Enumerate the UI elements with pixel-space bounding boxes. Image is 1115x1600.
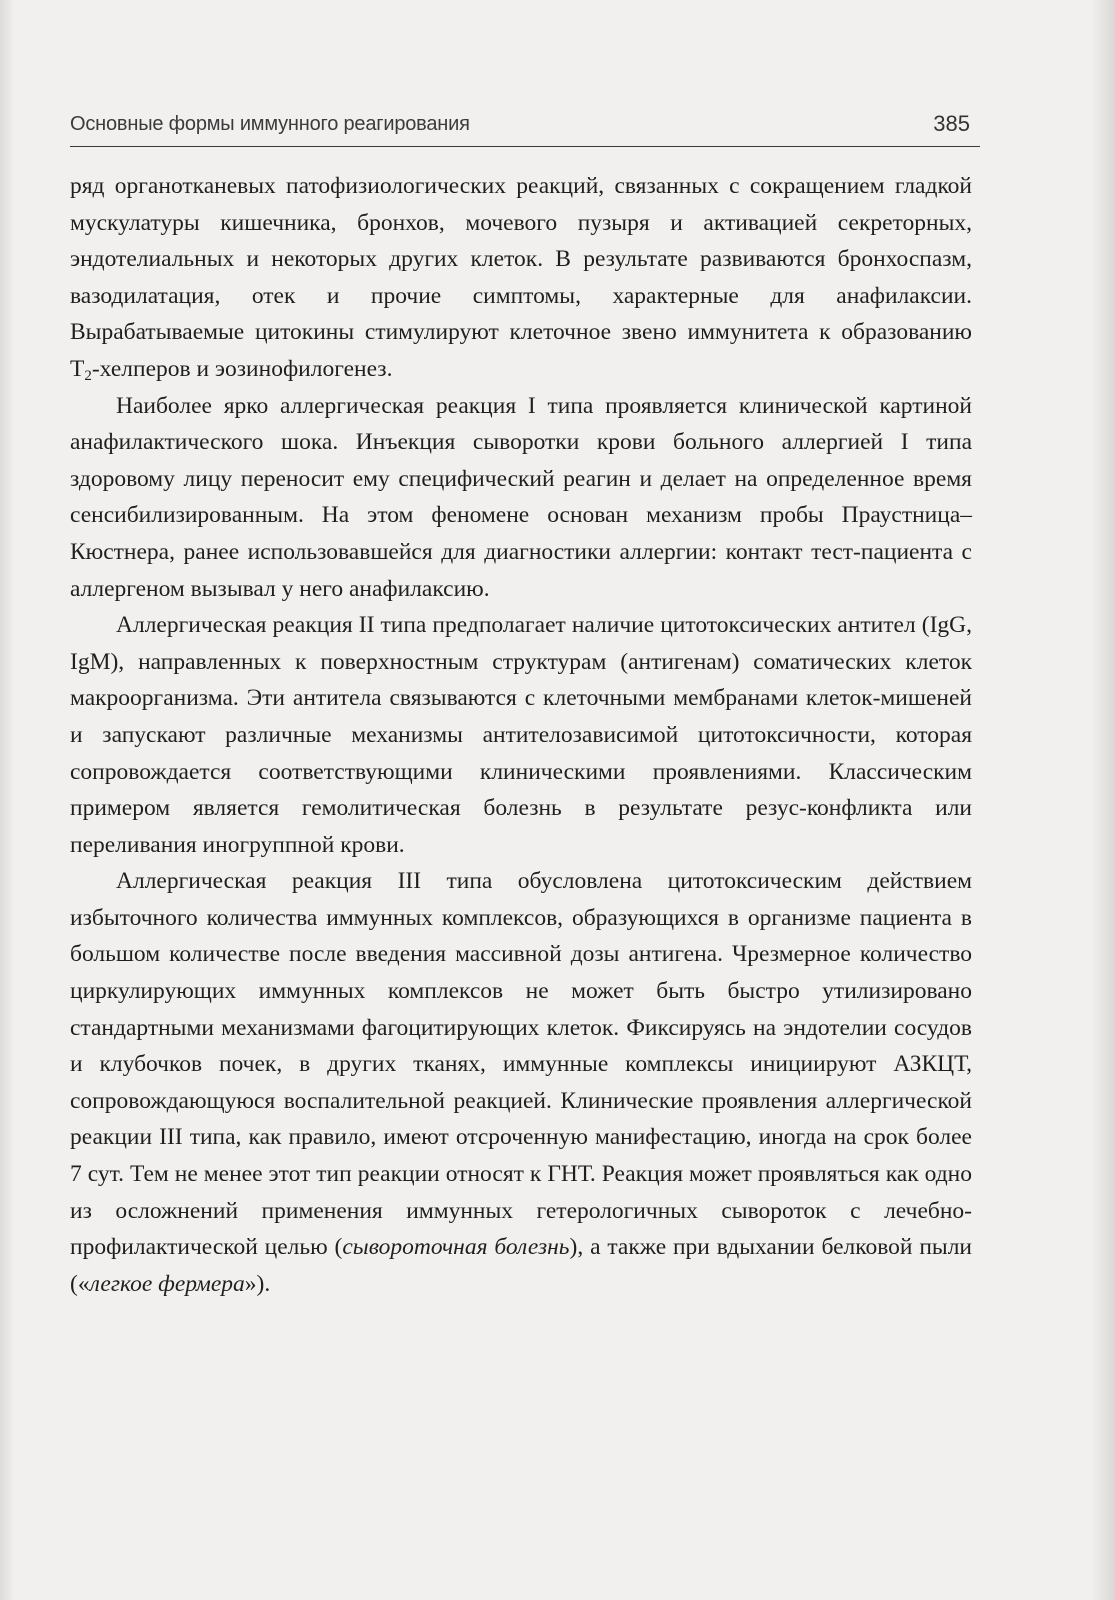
scan-edge-right [1091,0,1115,1600]
header-rule [70,146,980,147]
paragraph-3: Аллергическая реакция II типа предполагает наличие цитотоксических антител (IgG, IgM), направленных к поверхностным структурам (антигенам) соматических клеток макроорганизма. Эти антитела связываются с клеточными мембранами клеток-мишеней и запускают различные механизмы антителозависимой цитотоксичности, которая сопровождается соответствующими клиническими проявлениями. Классическим примером является гемолитическая болезнь в результате резус-конфликта или переливания иногруппной крови. [70,612,972,858]
paragraph-1-text-end: -хелперов и эозинофилогенез. [91,355,393,382]
term-serum-sickness: сывороточная болезнь [342,1234,570,1261]
page-number: 385 [933,111,970,136]
running-title: Основные формы иммунного реагирования [70,113,470,135]
running-head [70,113,980,143]
body-text [70,168,972,1302]
subscript-2: 2 [84,367,92,384]
paragraph-4 [70,863,972,1302]
paragraph-2: Наиболее ярко аллергическая реакция I типа проявляется клинической картиной анафилактического шока. Инъекция сыворотки крови больного аллергией I типа здоровому лицу переносит ему специфический реагин и делает на определенное время сенсибилизированным. На этом феномене основан механизм пробы Праустница–Кюстнера, ранее использовавшейся для диагностики аллергии: контакт тест-пациента с аллергеном вызывал у него анафилаксию. [70,392,972,602]
paragraph-1-text: ряд органотканевых патофизиологических реакций, связанных с сокращением гладкой мускулатуры кишечника, бронхов, мочевого пузыря и активацией секреторных, эндотелиальных и некоторых других клеток. В результате развиваются бронхоспазм, вазодилатация, отек и прочие симптомы, характерные для анафилаксии. Вырабатываемые цитокины стимулируют клеточное звено иммунитета к образованию Т [70,173,972,382]
scan-edge-left [0,0,14,1600]
paragraph-4-text: Аллергическая реакция III типа обусловлена цитотоксическим действием избыточного количества иммунных комплексов, образующихся в организме пациента в большом количестве после введения массивной дозы антигена. Чрезмерное количество циркулирующих иммунных комплексов не может быть быстро утилизировано стандартными механизмами фагоцитирующих клеток. Фиксируясь на эндотелии сосудов и клубочков почек, в других тканях, иммунные комплексы инициируют АЗКЦТ, сопровождающуюся воспалительной реакцией. Клинические проявления аллергической реакции III типа, как правило, имеют отсроченную манифестацию, иногда на срок более 7 сут. Тем не менее этот тип реакции относят к ГНТ. Реакция может проявляться как одно из осложнений применения иммунных гетерологичных сывороток с лечебно-профилактической целью ( [70,868,972,1261]
paragraph-4-text-end: »). [244,1270,271,1297]
term-farmers-lung: легкое фермера [89,1270,245,1297]
paragraph-4-text-mid: ), а также при вдыхании белковой пыли (« [70,1234,973,1297]
paragraph-1 [70,168,972,388]
